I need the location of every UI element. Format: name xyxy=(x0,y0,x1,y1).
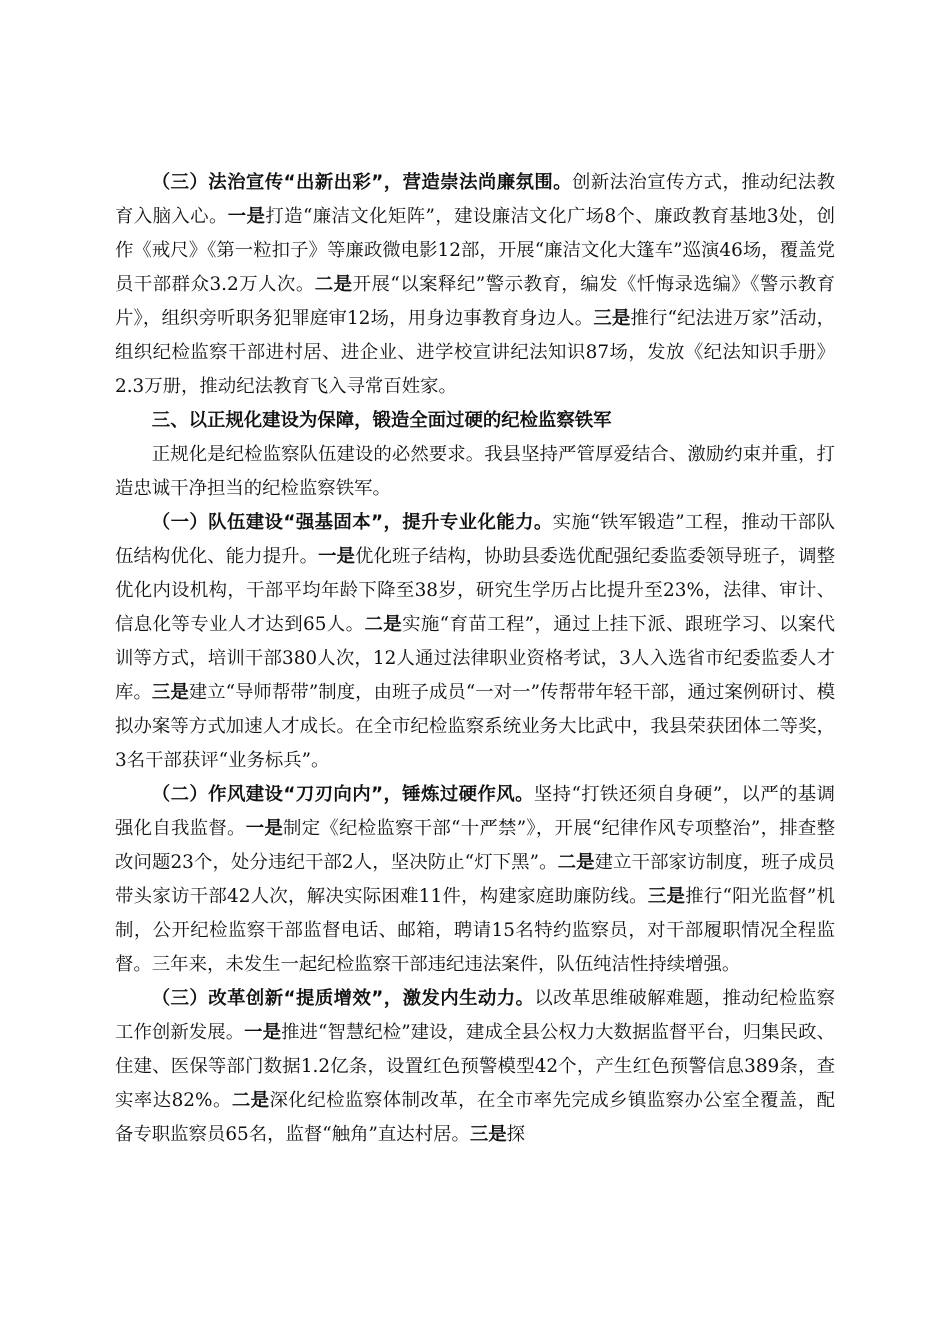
paragraph-text: 打造“廉洁文化矩阵”，建设廉洁文化广场8个、廉政教育基地3处，创作《戒尺》《第一粒扣子》等廉政微电影12部，开展“廉洁文化大篷车”巡演46场，覆盖党员干部群众3.2万人次。 xyxy=(115,206,835,295)
subheading-reform: （三）改革创新“提质增效”，激发内生动力。 xyxy=(151,988,535,1009)
paragraph-text: 创新法治宣传方式，推动纪法教育入脑入心。 xyxy=(115,172,835,227)
keyword-third: 三是 xyxy=(469,1124,507,1145)
paragraph-text: 制定《纪检监察干部“十严禁”》，开展“纪律作风专项整治”，排查整改问题23个，处分违纪干部2人，坚决防止“灯下黑”。 xyxy=(115,818,835,873)
subheading-legal-publicity: （三）法治宣传“出新出彩”，营造崇法尚廉氛围。 xyxy=(151,172,572,193)
paragraph-text: 开展“以案释纪”警示教育，编发《忏悔录选编》《警示教育片》，组织旁听职务犯罪庭审12场，用身边事教育身边人。 xyxy=(115,274,835,329)
paragraph-text: 坚持“打铁还须自身硬”，以严的基调强化自我监督。 xyxy=(115,784,835,839)
paragraph-reform xyxy=(115,982,835,1152)
keyword-second: 二是 xyxy=(364,614,403,635)
keyword-second: 二是 xyxy=(314,274,353,295)
paragraph-text: 深化纪检监察体制改革，在全市率先完成乡镇监察办公室全覆盖，配备专职监察员65名，监督“触角”直达村居。 xyxy=(115,1090,835,1145)
paragraph-text: 建立干部家访制度，班子成员带头家访干部42人次，解决实际困难11件，构建家庭助廉防线。 xyxy=(115,852,835,907)
keyword-third: 三是 xyxy=(647,886,686,907)
keyword-third: 三是 xyxy=(593,308,631,329)
paragraph-text: 推行“纪法进万家”活动，组织纪检监察干部进村居、进企业、进学校宣讲纪法知识87场，发放《纪法知识手册》2.3万册，推动纪法教育飞入寻常百姓家。 xyxy=(115,308,835,397)
paragraph-text: 建立“导师帮带”制度，由班子成员“一对一”传帮带年轻干部，通过案例研讨、模拟办案等方式加速人才成长。在全市纪检监察系统业务大比武中，我县荣获团体二等奖，3名干部获评“业务标兵”。 xyxy=(115,682,835,771)
paragraph-text: 探 xyxy=(506,1124,526,1145)
keyword-first: 一是 xyxy=(227,206,266,227)
keyword-third: 三是 xyxy=(151,682,189,703)
document-body xyxy=(115,166,835,1152)
paragraph-text: 推进“智慧纪检”建设，建成全县公权力大数据监督平台，归集民政、住建、医保等部门数据1.2亿条，设置红色预警模型42个，产生红色预警信息389条，查实率达82%。 xyxy=(115,1022,835,1111)
subheading-team-building: （一）队伍建设“强基固本”，提升专业化能力。 xyxy=(151,512,553,533)
keyword-first: 一是 xyxy=(244,1022,282,1043)
paragraph-team-building xyxy=(115,506,835,778)
paragraph-text: 推行“阳光监督”机制，公开纪检监察干部监督电话、邮箱，聘请15名特约监察员，对干部履职情况全程监督。三年来，未发生一起纪检监察干部违纪违法案件，队伍纯洁性持续增强。 xyxy=(115,886,835,975)
paragraph-text: 实施“铁军锻造”工程，推动干部队伍结构优化、能力提升。 xyxy=(115,512,835,567)
keyword-second: 二是 xyxy=(231,1090,270,1111)
keyword-second: 二是 xyxy=(557,852,595,873)
keyword-first: 一是 xyxy=(318,546,356,567)
paragraph-text: 优化班子结构，协助县委选优配强纪委监委领导班子，调整优化内设机构，干部平均年龄下降至38岁，研究生学历占比提升至23%，法律、审计、信息化等专业人才达到65人。 xyxy=(115,546,835,635)
section-intro: 正规化是纪检监察队伍建设的必然要求。我县坚持严管厚爱结合、激励约束并重，打造忠诚干净担当的纪检监察铁军。 xyxy=(115,444,835,499)
section-heading-3: 三、以正规化建设为保障，锻造全面过硬的纪检监察铁军 xyxy=(151,410,612,431)
paragraph-text: 实施“育苗工程”，通过上挂下派、跟班学习、以案代训等方式，培训干部380人次，12人通过法律职业资格考试，3人入选省市纪委监委人才库。 xyxy=(115,614,835,703)
paragraph-work-style xyxy=(115,778,835,982)
keyword-first: 一是 xyxy=(245,818,284,839)
paragraph-text: 以改革思维破解难题，推动纪检监察工作创新发展。 xyxy=(115,988,835,1043)
paragraph-legal-publicity xyxy=(115,166,835,404)
subheading-work-style: （二）作风建设“刀刃向内”，锤炼过硬作风。 xyxy=(151,784,534,805)
